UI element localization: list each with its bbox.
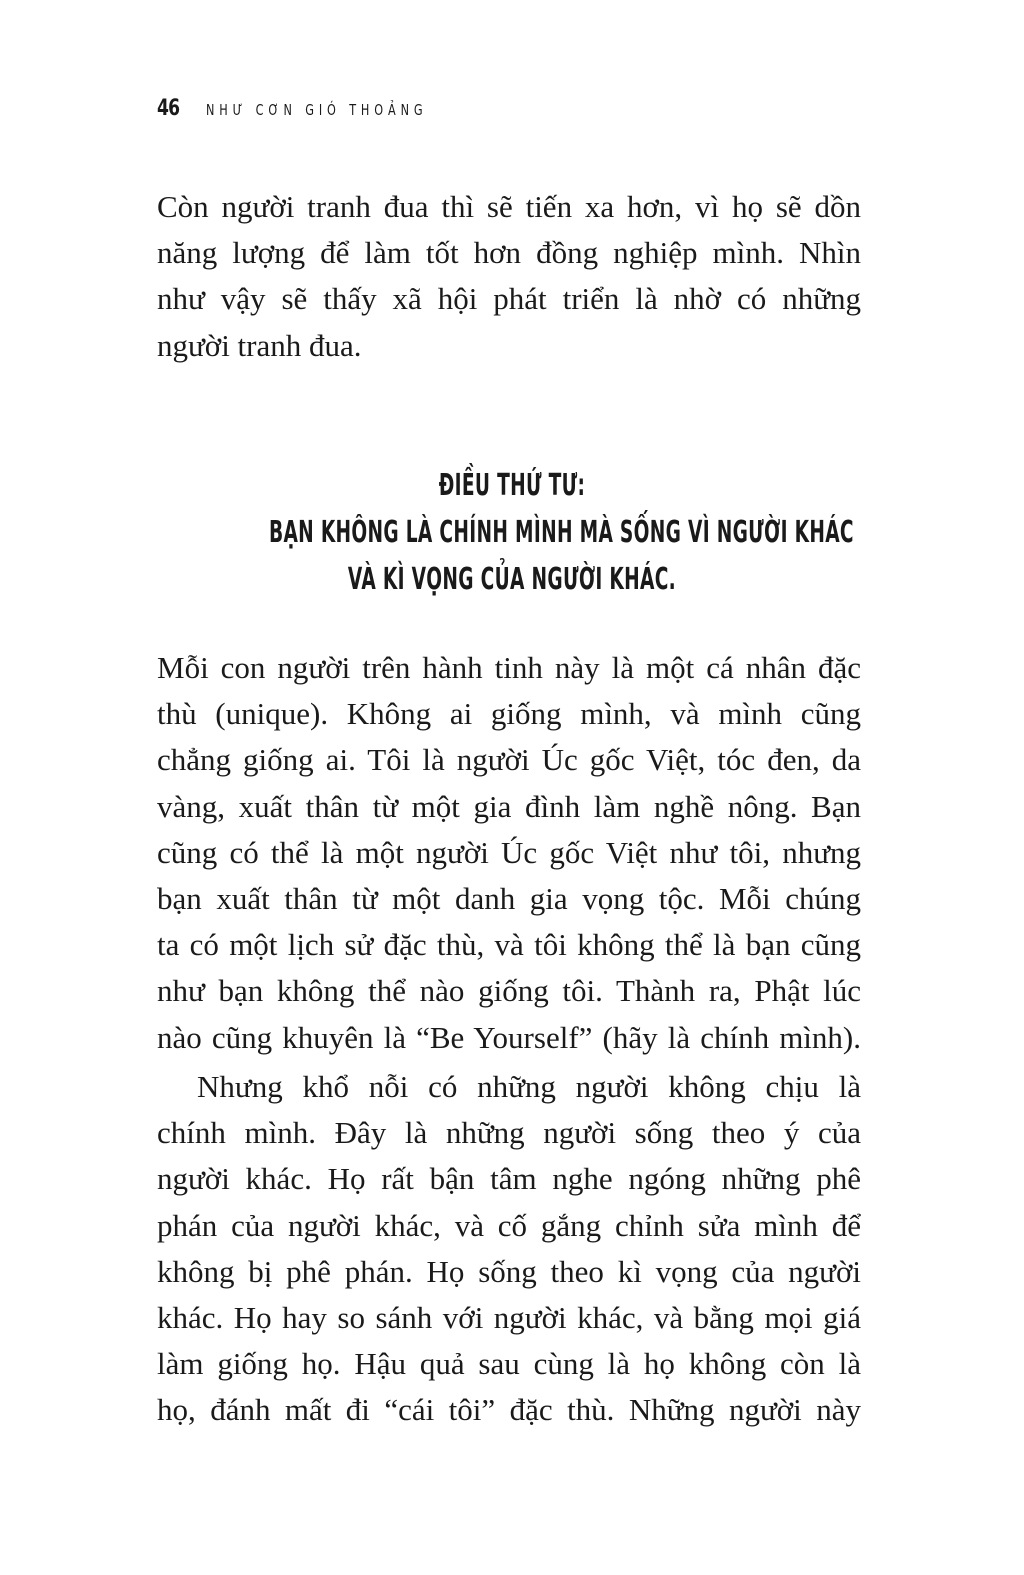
text-line: nào cũng khuyên là “Be Yourself” (hãy là chính mình). <box>157 1019 861 1055</box>
text-line: bạn xuất thân từ một danh gia vọng tộc. Mỗi chúng <box>157 880 861 916</box>
paragraph-1 <box>157 184 861 369</box>
text-line: chẳng giống ai. Tôi là người Úc gốc Việt, tóc đen, da <box>157 742 861 778</box>
text-line: làm giống họ. Hậu quả sau cùng là họ không còn là <box>157 1346 861 1382</box>
text-line: thù (unique). Không ai giống mình, và mình cũng <box>157 696 861 732</box>
heading-line: BẠN KHÔNG LÀ CHÍNH MÌNH MÀ SỐNG VÌ NGƯỜI KHÁC <box>268 515 854 550</box>
text-line: phán của người khác, và cố gắng chỉnh sửa mình để <box>157 1207 861 1243</box>
heading-line: ĐIỀU THỨ TƯ: <box>438 468 586 503</box>
text-line: ta có một lịch sử đặc thù, và tôi không thể là bạn cũng <box>157 927 861 963</box>
paragraph-2 <box>157 645 861 1061</box>
heading-line: VÀ KÌ VỌNG CỦA NGƯỜI KHÁC. <box>347 562 677 597</box>
text-line: Còn người tranh đua thì sẽ tiến xa hơn, vì họ sẽ dồn <box>157 189 861 224</box>
book-title: NHƯ CƠN GIÓ THOẢNG <box>206 101 428 119</box>
text-line: vàng, xuất thân từ một gia đình làm nghề nông. Bạn <box>157 788 861 824</box>
text-line: Mỗi con người trên hành tinh này là một cá nhân đặc <box>157 650 861 685</box>
running-head <box>157 96 501 121</box>
section-heading <box>120 462 904 603</box>
text-line: chính mình. Đây là những người sống theo ý của <box>157 1115 861 1151</box>
text-line: như vậy sẽ thấy xã hội phát triển là nhờ có những <box>157 281 861 317</box>
text-line: khác. Họ hay so sánh với người khác, và bằng mọi giá <box>157 1299 861 1335</box>
text-line: không bị phê phán. Họ sống theo kì vọng của người <box>157 1253 861 1289</box>
text-line: người khác. Họ rất bận tâm nghe ngóng những phê <box>157 1161 861 1197</box>
text-line: họ, đánh mất đi “cái tôi” đặc thù. Những người này <box>157 1392 861 1428</box>
paragraph-3 <box>157 1064 861 1434</box>
text-line: cũng có thể là một người Úc gốc Việt như tôi, nhưng <box>157 834 861 870</box>
page-number: 46 <box>157 96 180 121</box>
text-line: người tranh đua. <box>157 327 362 363</box>
text-line: năng lượng để làm tốt hơn đồng nghiệp mình. Nhìn <box>157 235 861 271</box>
text-line: Nhưng khổ nỗi có những người không chịu là <box>197 1069 861 1104</box>
text-line: như bạn không thể nào giống tôi. Thành ra, Phật lúc <box>157 973 861 1009</box>
